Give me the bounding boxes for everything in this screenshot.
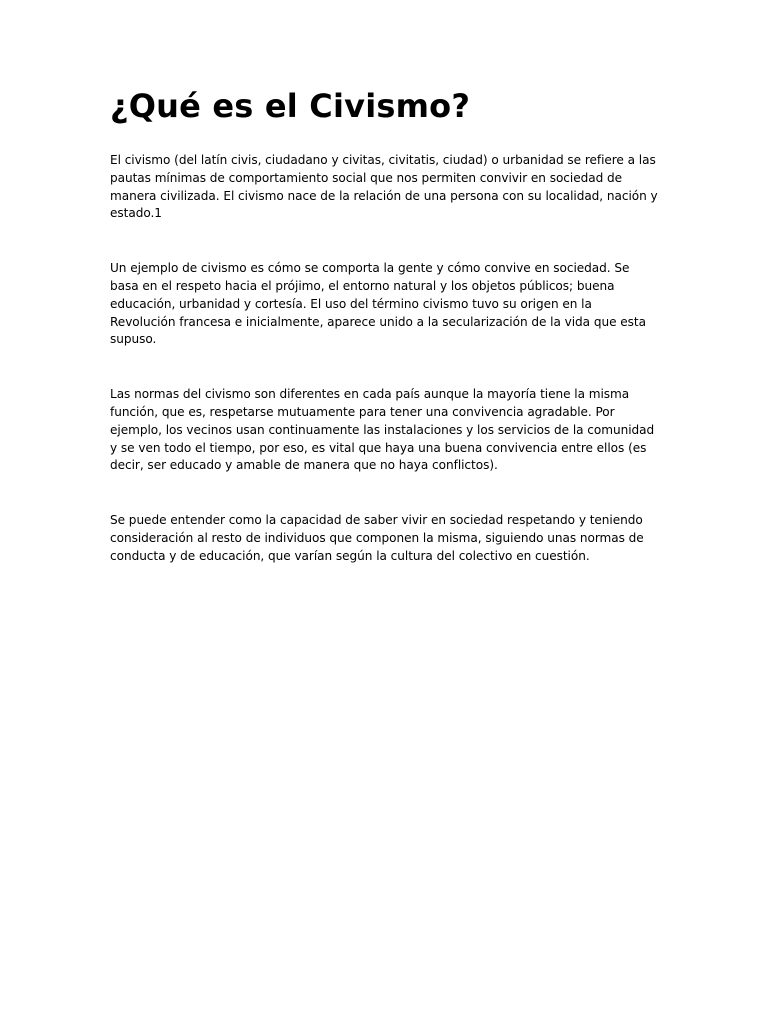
paragraph-1: El civismo (del latín civis, ciudadano y civitas, civitatis, ciudad) o urbanidad se refiere a las pautas mínimas de comportamiento social que nos permiten convivir en sociedad de manera civilizada. El civismo nace de la relación de una persona con su localidad, nación y estado.1 <box>110 153 658 221</box>
paragraph-4: Se puede entender como la capacidad de saber vivir en sociedad respetando y teniendo consideración al resto de individuos que componen la misma, siguiendo unas normas de conducta y de educación, que varían según la cultura del colectivo en cuestión. <box>110 513 644 563</box>
document-body <box>110 84 658 566</box>
document-title: ¿Qué es el Civismo? <box>110 87 471 125</box>
paragraph-3: Las normas del civismo son diferentes en cada país aunque la mayoría tiene la misma función, que es, respetarse mutuamente para tener una convivencia agradable. Por ejemplo, los vecinos usan continuamente las instalaciones y los servicios de la comunidad y se ven todo el tiempo, por eso, es vital que haya una buena convivencia entre ellos (es decir, ser educado y amable de manera que no haya conflictos). <box>110 387 655 473</box>
paragraph-2: Un ejemplo de civismo es cómo se comporta la gente y cómo convive en sociedad. Se basa en el respeto hacia el prójimo, el entorno natural y los objetos públicos; buena educación, urbanidad y cortesía. El uso del término civismo tuvo su origen en la Revolución francesa e inicialmente, aparece unido a la secularización de la vida que esta supuso. <box>110 261 646 347</box>
